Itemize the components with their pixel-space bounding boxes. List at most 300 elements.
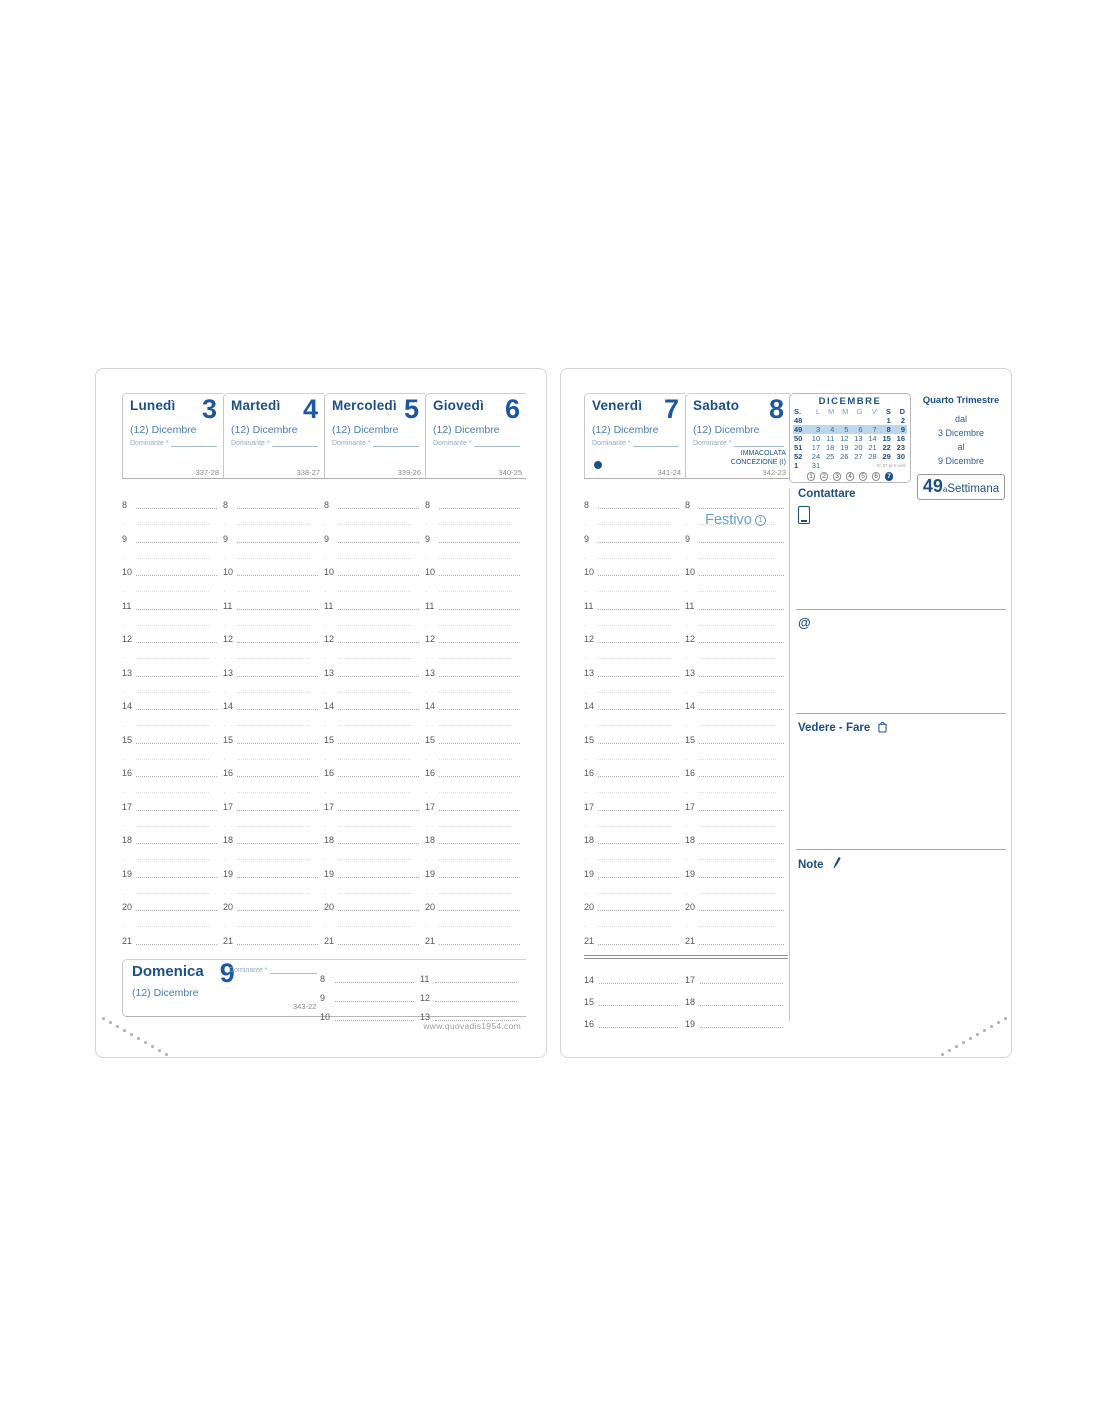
holiday-note — [685, 512, 786, 528]
hour-label: 20 — [122, 902, 133, 912]
hour-label: 18 — [324, 835, 335, 845]
half-hour-tick: · — [425, 687, 428, 697]
hour-line — [338, 508, 419, 509]
sunday-hours-midday — [420, 965, 523, 1022]
hour-row-19 — [584, 867, 683, 901]
half-hour-tick: · — [223, 654, 226, 663]
calendar-col-header: S — [885, 407, 891, 416]
calendar-col-header: D — [899, 407, 905, 416]
hour-row-9 — [425, 532, 524, 566]
half-hour-tick: · — [223, 855, 226, 864]
hour-line — [439, 508, 520, 509]
hour-line — [338, 609, 419, 610]
week-number: 49 — [922, 475, 943, 496]
weekday-columns-left — [122, 393, 526, 967]
day-header — [223, 393, 324, 479]
double-rule — [584, 955, 788, 959]
day-name: Sabato — [693, 398, 740, 413]
half-hour-line — [136, 725, 209, 726]
half-hour-line — [338, 826, 411, 827]
hour-label: 18 — [685, 835, 696, 845]
calendar-day: 4 — [822, 425, 836, 434]
hour-label: 9 — [324, 533, 330, 544]
section-rule — [796, 849, 1006, 850]
half-hour-tick: · — [584, 788, 587, 797]
hour-line — [598, 743, 679, 744]
hour-row-11 — [584, 599, 683, 633]
hour-label: 8 — [122, 500, 128, 510]
calendar-day: 3 — [808, 425, 822, 434]
hour-row-12 — [685, 632, 788, 666]
half-hour-tick: · — [324, 520, 327, 529]
hour-label: 10 — [685, 567, 696, 577]
half-hour-line — [237, 524, 310, 525]
day-month: (12) Dicembre — [231, 423, 298, 436]
half-hour-line — [439, 591, 512, 592]
calendar-day: 17 — [811, 443, 821, 452]
hour-row-20 — [324, 900, 423, 934]
perforation-marks — [1004, 1017, 1007, 1020]
hour-label: 16 — [324, 768, 335, 778]
hour-row-20 — [425, 900, 524, 934]
hour-line — [237, 910, 318, 911]
weekday-columns-right — [584, 393, 790, 967]
half-hour-tick: · — [425, 754, 428, 764]
hour-line — [435, 982, 517, 983]
half-hour-line — [237, 591, 310, 592]
hour-line — [598, 910, 679, 911]
dominante-field — [130, 439, 217, 447]
hour-label: 18 — [425, 835, 436, 845]
day-name: Giovedì — [433, 398, 484, 413]
hour-line — [338, 575, 419, 576]
hour-row-20 — [685, 900, 788, 934]
hour-row-11 — [324, 599, 423, 633]
hour-label: 21 — [122, 935, 133, 946]
dominante-label: Dominante * — [130, 439, 169, 447]
calendar-day: 18 — [825, 443, 835, 452]
hour-label: 19 — [122, 868, 133, 879]
hour-label: 16 — [584, 768, 595, 778]
hour-label: 10 — [122, 567, 133, 577]
day-of-year: 343-22 — [293, 1002, 317, 1011]
hour-label: 9 — [425, 533, 431, 544]
hour-line — [136, 642, 217, 643]
hour-line — [439, 542, 520, 543]
half-hour-tick: · — [425, 922, 428, 931]
half-hour-line — [699, 792, 776, 793]
hour-label: 11 — [420, 974, 430, 984]
hour-row-15 — [425, 733, 524, 767]
holiday-label: IMMACOLATA CONCEZIONE (I) — [730, 449, 786, 466]
hour-row-12 — [324, 632, 423, 666]
half-hour-tick: · — [584, 754, 587, 764]
day-column-mercoledì — [324, 393, 425, 967]
hour-line — [699, 810, 784, 811]
hour-row-12 — [223, 632, 322, 666]
half-hour-tick: · — [223, 553, 226, 563]
hour-line — [699, 743, 784, 744]
half-hour-line — [136, 658, 209, 659]
hour-row-12 — [584, 632, 683, 666]
perforation-marks — [102, 1017, 105, 1020]
hour-line — [439, 609, 520, 610]
day-number: 6 — [504, 394, 520, 424]
half-hour-line — [439, 558, 512, 559]
half-hour-tick: · — [425, 654, 428, 663]
hour-row-13 — [584, 666, 683, 700]
hour-row-16 — [584, 1007, 684, 1029]
hour-label: 12 — [425, 634, 436, 644]
day-column-venerdì — [584, 393, 685, 967]
day-column-giovedì — [425, 393, 526, 967]
hour-label: 13 — [420, 1012, 431, 1022]
half-hour-line — [598, 725, 671, 726]
new-moon-icon — [594, 461, 602, 469]
calendar-day: 30 — [896, 452, 905, 461]
hour-row-19 — [122, 867, 221, 901]
half-hour-tick: · — [685, 922, 688, 931]
hour-row-13 — [324, 666, 423, 700]
half-hour-tick: · — [223, 788, 226, 797]
half-hour-line — [598, 759, 671, 760]
hour-line — [335, 1001, 414, 1002]
half-hour-tick: · — [584, 721, 587, 730]
calendar-day: 7 — [865, 425, 879, 434]
half-hour-tick: · — [122, 687, 125, 697]
contact-section-header — [798, 488, 856, 500]
hour-line — [699, 642, 784, 643]
day-number: 5 — [403, 394, 419, 424]
half-hour-tick: · — [584, 587, 587, 596]
half-hour-line — [338, 658, 411, 659]
calendar-week-number: 48 — [794, 416, 803, 425]
dominante-field — [693, 439, 784, 447]
hour-row-11 — [420, 965, 523, 984]
hour-label: 19 — [584, 868, 595, 879]
hour-line — [338, 944, 419, 945]
hour-row-15 — [324, 733, 423, 767]
hour-row-14 — [223, 699, 322, 733]
hour-row-9 — [320, 984, 420, 1003]
hour-label: 15 — [122, 734, 133, 745]
sunday-hours-afternoon — [584, 963, 684, 1029]
half-hour-line — [338, 692, 411, 693]
hour-line — [237, 743, 318, 744]
hour-line — [338, 709, 419, 710]
calendar-col-header: S. — [794, 407, 802, 416]
hour-label: 20 — [685, 902, 696, 912]
sunday-hours-evening — [685, 963, 789, 1029]
hour-row-14 — [425, 699, 524, 733]
hour-line — [439, 877, 520, 878]
half-hour-tick: · — [685, 687, 688, 697]
half-hour-line — [699, 625, 776, 626]
hour-grid — [122, 479, 223, 967]
hour-line — [699, 709, 784, 710]
hour-line — [699, 508, 784, 509]
hour-line — [598, 776, 679, 777]
hour-line — [439, 910, 520, 911]
hour-row-14 — [584, 699, 683, 733]
hour-grid — [584, 479, 685, 967]
calendar-day: 22 — [882, 443, 891, 452]
half-hour-tick: · — [584, 553, 587, 563]
hour-grid — [223, 479, 324, 967]
hour-row-21 — [685, 934, 788, 968]
hour-label: 17 — [324, 801, 335, 812]
see-do-label: Vedere - Fare — [798, 722, 871, 734]
half-hour-line — [699, 692, 776, 693]
half-hour-line — [136, 759, 209, 760]
half-hour-line — [338, 893, 411, 894]
hour-line — [435, 1001, 517, 1002]
left-page — [95, 368, 547, 1058]
hour-label: 14 — [584, 701, 595, 711]
hour-line — [439, 642, 520, 643]
calendar-fine-print: IC 87 pl.6 vedi — [877, 463, 906, 468]
calendar-day: 1 — [886, 416, 891, 425]
half-hour-tick: · — [584, 620, 587, 630]
hour-line — [598, 676, 679, 677]
calendar-day: 16 — [896, 434, 905, 443]
day-month: (12) Dicembre — [132, 987, 199, 999]
hour-line — [237, 709, 318, 710]
day-of-year: 339-26 — [397, 468, 421, 477]
calendar-day: 12 — [840, 434, 849, 443]
half-hour-tick: · — [122, 788, 125, 797]
hour-line — [136, 743, 217, 744]
half-hour-line — [699, 658, 776, 659]
hour-label: 13 — [122, 667, 133, 678]
dominante-line — [734, 439, 784, 447]
hour-line — [699, 877, 784, 878]
hour-line — [439, 743, 520, 744]
pen-icon — [830, 856, 842, 873]
hour-label: 8 — [685, 500, 691, 510]
notes-label: Note — [798, 858, 824, 871]
hour-line — [700, 1027, 783, 1028]
hour-label: 9 — [320, 993, 326, 1003]
hour-label: 10 — [584, 567, 595, 577]
half-hour-line — [439, 725, 512, 726]
half-hour-line — [136, 692, 209, 693]
hour-line — [338, 877, 419, 878]
half-hour-tick: · — [324, 855, 327, 864]
hour-line — [335, 982, 414, 983]
half-hour-tick: · — [425, 520, 428, 529]
calendar-week-number: 52 — [794, 452, 803, 461]
half-hour-tick: · — [685, 620, 688, 630]
half-hour-tick: · — [685, 587, 688, 596]
half-hour-line — [136, 926, 209, 927]
hour-line — [237, 843, 318, 844]
half-hour-tick: · — [584, 654, 587, 663]
half-hour-tick: · — [685, 821, 688, 831]
half-hour-tick: · — [584, 855, 587, 864]
footnote-circle-5: 5 — [859, 472, 868, 481]
hour-label: 12 — [122, 634, 133, 644]
phone-icon — [798, 506, 810, 524]
hour-label: 20 — [223, 902, 234, 912]
hour-row-10 — [425, 565, 524, 599]
hour-label: 15 — [584, 997, 595, 1007]
half-hour-tick: · — [122, 620, 125, 630]
half-hour-tick: · — [122, 821, 125, 831]
festivo-label: Festivo — [705, 512, 752, 528]
hour-label: 11 — [324, 600, 334, 611]
half-hour-line — [338, 926, 411, 927]
hour-label: 12 — [324, 634, 335, 644]
calendar-day: 13 — [854, 434, 863, 443]
hour-row-14 — [122, 699, 221, 733]
calendar-day: 9 — [893, 425, 907, 434]
calendar-week-number: 50 — [794, 434, 803, 443]
hour-line — [237, 609, 318, 610]
dominante-label: Dominante * — [693, 439, 732, 447]
hour-line — [599, 1005, 678, 1006]
hour-label: 9 — [584, 533, 590, 544]
half-hour-line — [598, 692, 671, 693]
hour-label: 16 — [584, 1019, 595, 1029]
dominante-line — [272, 439, 318, 447]
hour-row-17 — [425, 800, 524, 834]
to-label: al — [957, 441, 965, 452]
hour-label: 21 — [223, 935, 234, 946]
day-name: Martedì — [231, 398, 281, 413]
half-hour-tick: · — [122, 587, 125, 596]
half-hour-line — [439, 926, 512, 927]
hour-label: 13 — [324, 667, 335, 678]
hour-row-19 — [685, 867, 788, 901]
hour-row-17 — [685, 963, 789, 985]
see-do-section-header — [798, 720, 889, 736]
footnote-circle-3: 3 — [833, 472, 842, 481]
hour-label: 10 — [425, 567, 436, 577]
half-hour-line — [699, 725, 776, 726]
hour-label: 9 — [122, 533, 128, 544]
calendar-day: 21 — [868, 443, 877, 452]
calendar-col-header: M — [842, 407, 849, 416]
calendar-col-header: M — [828, 407, 835, 416]
hour-label: 17 — [584, 801, 595, 812]
hour-row-18 — [584, 833, 683, 867]
hour-label: 19 — [324, 868, 335, 879]
hour-label: 12 — [420, 993, 431, 1003]
half-hour-line — [237, 725, 310, 726]
half-hour-tick: · — [425, 553, 428, 563]
half-hour-line — [237, 792, 310, 793]
half-hour-line — [598, 558, 671, 559]
half-hour-line — [237, 759, 310, 760]
half-hour-tick: · — [425, 855, 428, 864]
half-hour-tick: · — [223, 687, 226, 697]
hour-label: 11 — [122, 600, 132, 611]
half-hour-line — [136, 792, 209, 793]
week-word: Settimana — [947, 482, 1000, 495]
hour-label: 8 — [584, 500, 590, 510]
half-hour-line — [439, 759, 512, 760]
hour-row-12 — [420, 984, 523, 1003]
hour-line — [598, 609, 679, 610]
hour-label: 14 — [223, 701, 234, 711]
hour-line — [700, 1005, 783, 1006]
sidebar — [798, 369, 1008, 1059]
half-hour-line — [338, 558, 411, 559]
day-column-martedì — [223, 393, 324, 967]
column-divider — [789, 489, 790, 1021]
hour-line — [237, 508, 318, 509]
half-hour-tick: · — [324, 888, 327, 898]
right-page — [560, 368, 1012, 1058]
hour-line — [439, 709, 520, 710]
hour-label: 18 — [122, 835, 133, 845]
footnote-circle-7: 7 — [885, 472, 894, 481]
hour-label: 16 — [223, 768, 234, 778]
hour-row-9 — [122, 532, 221, 566]
hour-label: 19 — [685, 1019, 696, 1029]
hour-row-10 — [320, 1003, 420, 1022]
notes-section-header — [798, 856, 842, 873]
half-hour-tick: · — [122, 553, 125, 563]
email-at-icon: @ — [798, 615, 811, 630]
half-hour-tick: · — [584, 520, 587, 529]
half-hour-line — [136, 859, 209, 860]
half-hour-line — [598, 826, 671, 827]
day-month: (12) Dicembre — [592, 423, 659, 436]
half-hour-tick: · — [685, 754, 688, 764]
calendar-day: 20 — [854, 443, 863, 452]
calendar-day: 6 — [850, 425, 864, 434]
half-hour-line — [439, 524, 512, 525]
to-date: 9 Dicembre — [937, 455, 984, 466]
hour-label: 18 — [223, 835, 234, 845]
hour-row-8 — [425, 498, 524, 532]
calendar-day: 15 — [882, 434, 891, 443]
hour-label: 17 — [685, 801, 696, 812]
hour-line — [598, 877, 679, 878]
hour-label: 16 — [122, 768, 133, 778]
hour-row-16 — [223, 766, 322, 800]
half-hour-tick: · — [122, 520, 125, 529]
half-hour-line — [598, 524, 671, 525]
day-number: 4 — [302, 394, 318, 424]
half-hour-tick: · — [223, 587, 226, 596]
hour-label: 13 — [685, 667, 696, 678]
half-hour-line — [237, 826, 310, 827]
hour-label: 14 — [685, 701, 696, 711]
hour-label: 21 — [324, 935, 335, 946]
hour-row-21 — [584, 934, 683, 968]
hour-row-10 — [324, 565, 423, 599]
hour-line — [136, 910, 217, 911]
brand-website: www.quovadis1954.com — [423, 1021, 521, 1031]
hour-line — [439, 843, 520, 844]
hour-row-16 — [584, 766, 683, 800]
hour-row-13 — [122, 666, 221, 700]
hour-row-8 — [584, 498, 683, 532]
half-hour-tick: · — [324, 654, 327, 663]
half-hour-line — [699, 826, 776, 827]
hour-label: 8 — [324, 500, 330, 510]
footnote-circle-6: 6 — [872, 472, 881, 481]
half-hour-tick: · — [324, 553, 327, 563]
hour-row-19 — [685, 1007, 789, 1029]
dominante-line — [373, 439, 419, 447]
hour-grid — [425, 479, 526, 967]
half-hour-line — [598, 859, 671, 860]
hour-label: 14 — [122, 701, 133, 711]
